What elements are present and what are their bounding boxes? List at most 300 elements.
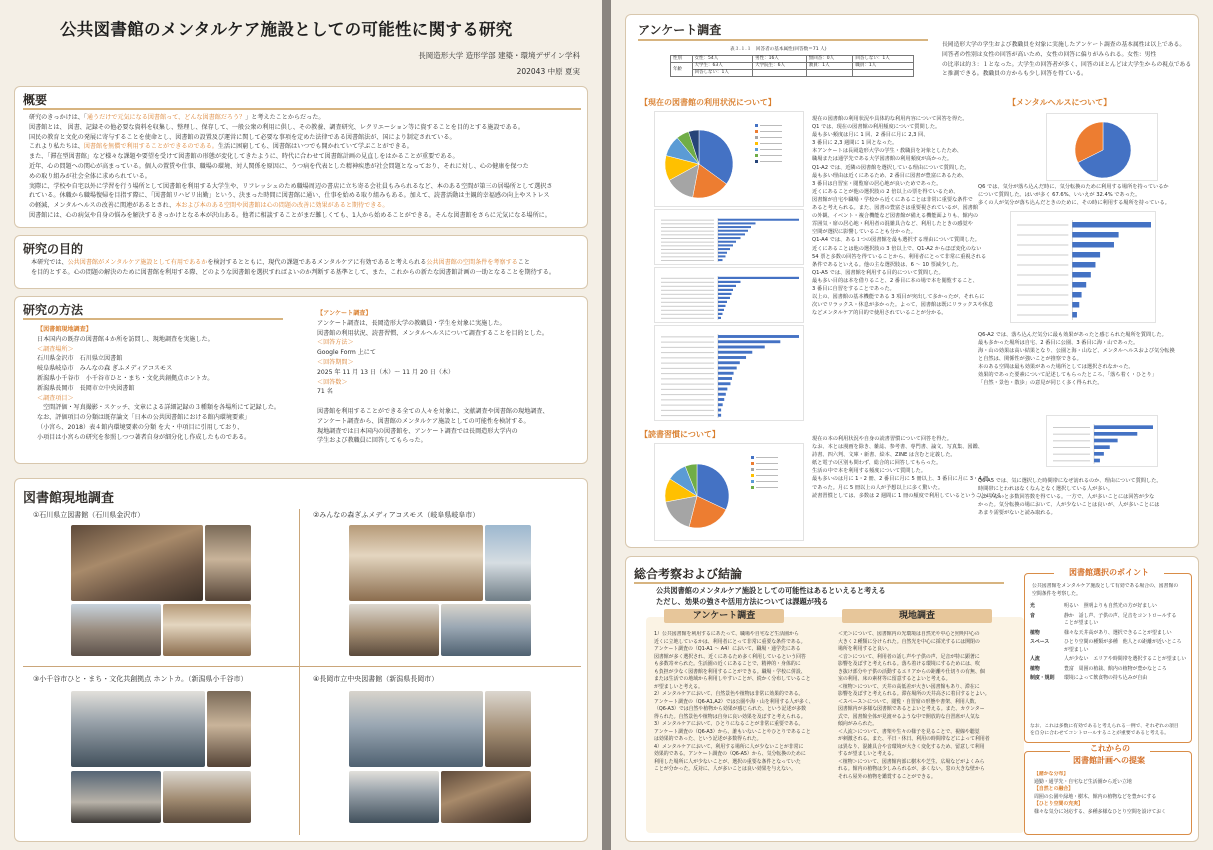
bar [718,409,721,412]
purpose-segment: こと [517,259,530,266]
table-rowlabel: 年齢 [671,63,693,77]
legend-swatch [751,462,754,465]
survey-summary-heading: アンケート調査 [664,609,784,623]
purpose-segment: 公共図書館の空間条件を考察する [426,259,518,266]
bar [718,335,799,338]
method-site-text [37,325,307,443]
mental-line: と自然は、関係性が強いことが推察できる。 [978,356,1082,362]
bar [718,244,733,246]
points-row [1030,630,1190,638]
survey-summary-line: も多数寄せられた。生活圏の近くにあることで、精神的・身体的に [654,661,801,667]
points-heading: 図書館選択のポイント [1054,567,1164,578]
mental-line: かった。気分転換の場において、人が少ないことは良いが、人が多いことには [978,502,1160,508]
survey-summary-line: アンケート調査の（Q6-A3）から、誰もいないことやひとりであること [654,728,811,735]
bar [718,340,780,343]
bar [718,277,799,279]
site-label-nagaoka: ④長岡市立中央図書館（新潟県長岡市） [313,675,439,683]
purpose-section [14,235,588,289]
table-cell [806,70,853,77]
legend-line [760,137,782,138]
method-site-line: 空間評価・写真撮影・スケッチ、文章による詳細記録の３種類を各場所にて記録した。 [37,404,281,412]
mental-line: 「自然・景色・散歩」の意見が同じく多く得られた。 [978,380,1103,386]
label-placeholder [661,373,714,374]
conclusion-section [625,556,1199,842]
intro-line: 回答者の性別は女性の回答が高いため、女性の回答に偏りがみられる。女性：男性 [942,51,1157,58]
label-placeholder [661,238,714,239]
mental-text-q6a2 [978,331,1192,387]
overview-line [29,191,581,201]
points-row [1030,603,1190,611]
overview-line [29,162,581,172]
points-intro [1032,583,1188,598]
bar [1072,272,1091,278]
points-key: 人流 [1030,656,1040,662]
table-cell: 女性：54人 [692,56,753,63]
photo-gifu-1 [349,525,483,601]
bar [718,297,730,299]
bar [1072,292,1081,298]
bar [718,259,723,261]
site-summary-line: ＜光＞について、図書館内の光環境は自然光や中心と照明中心の [838,631,980,637]
label-placeholder [661,298,714,299]
overview-segment: 実際に、学校や自宅以外に学習を行う場所として図書館を利用する大学生や、リフレッシュのため職場周辺の書店に立ち寄る会社員もみられるなど、本のある空間が第三の居場所として選択さ [29,182,553,190]
label-placeholder [661,286,714,287]
proposal-heading-1: これからの [1070,743,1150,754]
mental-line: Q6-A5 では、気に選択した時間帯になぜ訪れるのか、理由について質問した。 [978,478,1162,484]
bar [718,398,724,401]
bar [1094,439,1118,443]
usage-line: の外観、イベント・複合機能など図書館が備える機能面よりも、館内の [812,213,979,220]
usage-text [812,115,1010,317]
photo-nagaoka-1 [349,691,483,767]
label-placeholder [661,384,714,385]
overview-text [29,113,581,221]
conclusion-lead-1: 公共図書館のメンタルケア施設としての可能性はあるといえると考える [656,586,886,595]
label-placeholder [1017,225,1068,226]
label-placeholder [661,256,714,257]
site-summary-line: 大きく２種類に分けられた。自然光を中心に採光するには開閉の [838,638,980,645]
label-placeholder [661,249,714,250]
legend-swatch [755,124,758,127]
site-label-ishikawa: ①石川県立図書館（石川県金沢市） [33,511,145,519]
poster-title: 公共図書館のメンタルケア施設としての可能性に関する研究 [60,20,513,39]
label-placeholder [661,282,714,283]
points-key: 制度・規則 [1030,675,1055,681]
bar [718,293,732,295]
method-site-line: （小宮ら、2018）表４館内環境要素の分類 を大・中項目に引用しており、 [37,423,244,431]
mental-text-q6 [978,183,1192,207]
photo-gifu-2 [485,525,531,601]
overview-line [29,182,581,192]
table-cell: 男性：16人 [753,56,807,63]
attribute-table [670,55,914,77]
legend-line [756,481,778,482]
points-value [1064,613,1190,628]
photo-nagaoka-2 [485,691,531,767]
points-value [1064,630,1190,638]
bar [1072,312,1077,318]
survey-summary-line: アンケート調査の（Q1-A1 ～ A4）において、職場・通学先にある [654,646,801,652]
mental-text-q6a5 [978,477,1192,517]
bar-chart-q6a2 [1010,211,1156,323]
intro-line: の比率は約３：１となった。大学生の回答者が多く、回答のほとんどは大学生からの視点である [942,61,1192,68]
site-survey-heading: 図書館現地調査 [23,491,115,506]
reading-line: 生活の中で本を利用する頻度について質問した。 [812,468,927,475]
label-placeholder [1017,245,1068,246]
site-summary-line: それら屋外の植物を鑑賞することができる。 [838,773,936,780]
method-site-line: ＜調査項目＞ [37,394,74,402]
legend-swatch [751,456,754,459]
points-key: 植物 [1030,665,1040,672]
poster-page-right [611,0,1213,850]
heading-underline [23,318,283,320]
label-placeholder [661,253,714,254]
photo-ishikawa-2 [205,525,251,601]
overview-segment: 研究のきっかけは、「 [29,114,87,121]
points-note-line: なお、これは多数に有効であると考えられる一例で、それぞれの項目 [1030,724,1179,729]
bar [1072,282,1086,288]
survey-summary-line: も負担が少なく図書館を利用することができる。職場・学校に併設、 [654,668,806,675]
bar [718,305,726,307]
overview-segment: 生活に困窮しても、図書館はいつでも開かれていて学ぶことができる。 [217,143,413,151]
points-note-line: を自分に合わせてコントロールすることが重要であると考える。 [1030,731,1170,737]
photo-gifu-3 [349,604,439,656]
bar [718,361,740,364]
bar [1072,252,1100,258]
label-placeholder [661,410,714,411]
legend-line [756,487,778,488]
usage-line: 近くにあることは他の選択肢の 3 倍以上で、Q1-A2 からほぼ変化のない [812,245,982,252]
method-survey-line: Google Form 上にて [317,349,376,357]
legend-swatch [755,136,758,139]
points-key: 光 [1030,603,1035,609]
bar [718,393,726,396]
bar [718,281,741,283]
bar [718,248,730,250]
subheading-mental: 【メンタルヘルスについて】 [1008,98,1112,107]
subheading-reading: 【読書習慣について】 [640,430,720,439]
usage-line: 空間が選択に影響していることも分かった。 [812,229,916,236]
purpose-segment: 本研究では、 [31,259,68,266]
usage-line: Q1 では、現在の図書館の利用頻度について質問した。 [812,124,941,131]
bar [1072,232,1118,238]
site-summary-line: が刺激される。また、平日・休日、利用の時間帯などによって利用者 [838,736,990,742]
photo-ojiya-3 [71,771,161,823]
usage-line: 現在の図書館の利用状況や具体的な利用内容について回答を得た。 [812,116,968,122]
survey-summary-line: 1）公共図書館を利用するにあたって、職場や自宅など生活圏から [654,631,799,637]
table-cell: 性別 [671,56,693,63]
points-intro-line: 公共図書館をメンタルケア施設として有効である場合の、図書館の [1032,583,1179,589]
overview-segment: これより私たちは、 [29,143,84,151]
label-placeholder [661,389,714,390]
label-placeholder [1053,434,1090,435]
points-value [1064,666,1190,674]
bar [718,403,723,406]
bar [718,377,732,380]
bar [718,289,733,291]
legend-swatch [755,154,758,157]
usage-line: Q1-A5 では、図書館を利用する目的について質問した。 [812,269,944,276]
purpose-segment: 公共図書館がメンタルケア施設として有用であるか [67,259,208,266]
usage-line: 3 番目は自習室・閲覧席の居心地が良いためであった。 [812,180,942,187]
label-placeholder [1017,305,1068,306]
site-summary-line: は異なり、混雑具合や音環境が大きく変化するため、留意して利用 [838,743,985,750]
overview-segment: 近年、心の問題への関心が高まっている。個人の置賃や仕事、職場の環境、対人関係を原因に、うつ病を代表とした精神疾患が社会問題となっており、それに対し、心の健康を保つた [29,162,529,170]
bar-chart-q1a5 [654,325,804,421]
overview-segment: 本および本のある空間や図書館は心の問題の改善に効果があると期待できる。 [175,202,389,210]
label-placeholder [661,378,714,379]
reading-line: 現在の本の利用状況や自身の読書習慣について回答を得た。 [812,436,952,442]
purpose-segment: を目的とする。心の問題の解決のために図書館を利用する際、どのような図書館を選択すればよいのか判断する基準として、また、これからの新たな図書館計画の一助となることを期待する。 [31,268,555,276]
table-cell: 職員：1人 [853,63,914,70]
label-placeholder [661,245,714,246]
bar-chart-q1a4 [654,267,804,323]
heading-underline [23,108,581,110]
method-survey-line: 71 名 [317,388,333,396]
survey-summary-line: 得られた。自然景色や植物は自身に良い効果を及ぼすと考えられる。 [654,713,806,720]
reading-line: であった。月に 5 冊以上の人が予想以上に多く驚いた。 [812,484,944,491]
bar [1072,262,1095,268]
overview-line [29,133,581,143]
site-summary-line: 式で、図書館全体が見渡せるような中で開放的な自習席が人気な [838,713,980,720]
method-survey-line: 学生および教職員に回答してもらった。 [317,437,427,445]
label-placeholder [661,347,714,348]
site-summary-line: するが望ましいと考える。 [838,751,897,757]
points-value-line: ひとり空間の種類が多種 他人との距離が近いところ [1064,639,1182,645]
conclusion-lead-2: ただし、効果の強さや活用方法については課題が残る [656,597,829,606]
bar [1094,425,1153,429]
usage-line: 最も多い頻度は月に 1 回、2 番目に月に 2,3 回、 [812,132,929,139]
proposal-heading-2: 図書館計画への提案 [1050,755,1168,766]
overview-line [29,211,581,221]
survey-summary-line: 近くに立地しているかは、利用者にとって非常に重要な条件である。 [654,638,806,645]
mental-line: 人が少ないと多数回答数を得ている。一方で、人が多いことには回答が少な [978,494,1155,500]
bar [718,241,736,243]
legend-swatch [755,142,758,145]
reading-line: 紙と電子の区別も問わず、総合的に回答してもらった。 [812,460,942,467]
survey-summary-line: 4）メンタルケアにおいて、利用する場所に人が少ないことが非常に [654,743,804,750]
label-placeholder [661,318,714,319]
label-placeholder [661,405,714,406]
method-survey-line: 図書館を利用することができる全ての人々を対象に、文献調査や図書館の現地調査、 [317,407,549,415]
table-row [671,56,914,63]
method-site-line: 小項目は小宮らの研究を参照しつつ著者自身が細分化し作成したものである。 [37,433,251,441]
bar [718,252,727,254]
label-placeholder [661,306,714,307]
usage-line: 最も多い目的は本を借りること、2 番目に本の場で本を閲覧すること、 [812,277,978,284]
proposal-line: 通勤・通学先・自宅など生活圏から近い立地 [1034,778,1132,785]
legend-swatch [751,474,754,477]
legend-swatch [755,160,758,163]
overview-segment: れている。休職から職場復帰を目指す際に、「図書館リハビリ出勤」という、決まった時間に図書館に通い、仕事を始める取り組みもある。加えて、読書活動は主観的幸福感の向上やストレス [29,192,550,200]
photo-ishikawa-1 [71,525,203,601]
label-placeholder [1017,285,1068,286]
site-summary-line: 室の利用、床の素材等に留意するとよいと考える。 [838,676,951,682]
survey-summary-line: または生活での地域から利用しやすいことが、続かく分布していること [654,676,811,682]
method-site-line: 岐阜県岐阜市 みんなの森 ぎふメディアコスモス [37,365,173,373]
site-summary-line: ＜人流＞について、書架や生々の様子を見ることで、視線や聴覚 [838,728,980,735]
overview-line [29,123,581,133]
label-placeholder [661,394,714,395]
usage-line: 雰囲気・席の居心地・利用者の混雑具合など、利用したときの感覚や [812,221,973,228]
method-survey-line: アンケート調査から、図書館のメンタルケア施設としての可能性を検討する。 [317,417,530,425]
photo-gifu-4 [441,604,531,656]
survey-section [625,14,1199,548]
points-value [1064,675,1190,683]
label-placeholder [661,223,714,224]
table-cell: 回答しない：1人 [853,56,914,63]
purpose-segment: を検討するとともに、現代の課題であるメンタルケアに有効であると考えられる [207,259,427,266]
usage-line: あると考えられる。また、図書の豊富さは重要視されているが、図書館 [812,205,979,212]
points-value-line: 明るい 照明よりも自然光の方が好ましい [1064,603,1157,609]
bar [718,230,748,232]
usage-line: 図書館が自宅や職場・学校から近くにあることは非常に重要な条件で [812,196,973,203]
method-survey-line: ＜回答方法＞ [317,339,354,347]
photo-ojiya-1 [71,691,205,767]
proposal-line: 【ひとり空間の充実】 [1034,801,1083,808]
method-site-line: 日本国内の既存の図書館４か所を訪問し、現地調査を実施した。 [37,335,214,343]
label-placeholder [661,227,714,228]
points-intro-line: 空間条件を考察した。 [1032,590,1081,597]
method-section [14,296,588,464]
mental-line: 本のある空間は最も効果があった場所としては選択されなかった。 [978,364,1134,370]
bar [718,301,727,303]
bar [1094,459,1100,463]
legend-swatch [755,148,758,151]
points-value-line: 人が少ない エリアや時間帯を選択することが望ましい [1064,656,1187,662]
bar [718,255,726,257]
label-placeholder [1017,295,1068,296]
mental-line: Q6-A2 では、落ち込んだ気分に最も効果があったと感じられた場所を質問した。 [978,332,1167,338]
label-placeholder [1053,460,1090,461]
label-placeholder [1017,235,1068,236]
usage-pie-chart [654,111,804,207]
table-cell: 大学院生：6人 [753,63,807,70]
site-summary-line: き抜け部分や子供の活動するエリアからの距離や仕切りの有無、個 [838,668,985,675]
bar-chart-q6a5 [1046,415,1158,467]
overview-segment: 図書館とは、 図書、記録その他必要な資料を収集し、整理し、保存して、一般公衆の利用に供し、その教養、調査研究、レクリエーション等に資することを目的とする施設である。 [29,123,524,131]
bar [718,351,752,354]
heading-underline [638,39,928,41]
intro-line: 長岡造形大学の学生および教職員を対象に実施したアンケート調査の基本属性は以上である。 [942,42,1186,48]
proposal-line: 【諸かな分布】 [1034,771,1069,777]
label-placeholder [661,234,714,235]
survey-summary-line: 2）メンタルケアにおいて、自然景色や植物は非常に効果的である。 [654,691,804,697]
reading-text [812,435,1010,500]
survey-summary-line: ことが分かった。反対に、人が多いことは良い効果を与えない。 [654,766,796,772]
mental-line: について質問した。はいが多く 67.6%、いいえが 32.4% であった。 [978,192,1141,198]
overview-line [29,142,581,152]
legend-line [760,143,782,144]
points-value-line: 環境によって飲食物の持ち込みが自由 [1064,675,1148,681]
legend-swatch [751,486,754,489]
label-placeholder [661,290,714,291]
site-summary-line: ＜音＞について、利用者の話し声や子供の声、足音が特に顕著に [838,653,980,660]
bar [718,317,721,319]
purpose-heading: 研究の目的 [23,242,84,256]
bar [1094,445,1110,449]
usage-line: 3 番目に 2,3 週間に 1 回となった。 [812,140,898,147]
legend-line [760,125,782,126]
overview-segment: 図書館には、心の病気や自身の悩みを解決するきっかけとなる本が沢山ある。他者に相談することがまだ難しくても、1人から始めることができる。そんな図書館をさらに元気になる場所に。 [29,211,551,219]
overview-line [29,201,581,211]
label-placeholder [661,415,714,416]
label-placeholder [1017,275,1068,276]
legend-swatch [755,130,758,133]
method-heading: 研究の方法 [23,303,84,317]
bar [718,372,734,375]
label-placeholder [661,294,714,295]
bar [718,382,730,385]
label-placeholder [1053,454,1090,455]
points-row [1030,613,1190,628]
points-row [1030,675,1190,683]
affiliation: 長岡造形大学 造形学部 建築・環境デザイン学科 [418,51,580,60]
method-survey-line: アンケート調査は、長岡造形大学の教職員・学生を対象に実施した。 [317,319,506,327]
overview-segment: 通うだけで元気になる図書館って、どんな図書館だろう？ [86,114,246,121]
bar [718,414,721,417]
legend-line [760,155,782,156]
bar [1094,452,1104,456]
bar [718,285,736,287]
site-survey-section [14,478,588,842]
survey-intro [942,41,1192,80]
table-cell [853,70,914,77]
site-summary-line: れる。館内の植物は少しみられるが、多くない。窓の大きな壁から [838,766,985,772]
label-placeholder [1053,440,1090,441]
bar [718,388,727,391]
method-site-line: 【図書館現地調査】 [37,326,92,333]
overview-section [14,86,588,228]
usage-line: 条件であるといえる。他の主な選択肢は、6 ～ 10 票減少した。 [812,261,962,268]
label-placeholder [661,399,714,400]
label-placeholder [661,352,714,353]
label-placeholder [661,357,714,358]
bar [718,222,756,224]
photo-ishikawa-4 [163,604,251,656]
legend-line [756,475,778,476]
survey-summary-line: は効果的であった、という記述が多数得られた。 [654,736,762,742]
label-placeholder [661,310,714,311]
site-summary-line: 影響を及ぼすと考えられる。滞在場所の天井高さに着目するとよい。 [838,691,990,697]
bar [718,237,741,239]
survey-summary-line: が望ましいと考える。 [654,683,703,690]
mental-pie-chart [1046,113,1158,181]
purpose-text [31,258,583,278]
table-cell [753,70,807,77]
photo-ojiya-4 [163,771,251,823]
label-placeholder [661,231,714,232]
heading-underline [634,582,1004,584]
overview-line [29,113,581,123]
survey-summary-line: （Q6-A3）では自然や植物から効果が感じられた、という記述が多数 [654,706,807,712]
bar [1072,222,1151,228]
method-site-line: なお、評価項目の分類は既存論文「日本の公共図書館における館内環境要素」 [37,414,251,422]
label-placeholder [1017,265,1068,266]
bar [718,313,723,315]
purpose-line [31,268,583,278]
reading-line: 読書習慣としては、多数は 2 週間に 1 冊の頻度で利用しているということになる。 [812,492,1007,499]
usage-line: 54 票と多数の回答を得ていることから、利用者にとって非常に重視される [812,253,987,260]
method-site-line: ＜調査場所＞ [37,345,74,353]
site-summary-line: 図書館内が多様な図書館であるとよいと考える。また、カウンター [838,706,985,712]
site-summary-line: ＜植物＞について、天井の高低差が大きい図書館もあり、滞在に [838,683,980,690]
overview-segment: めの取り組みが社会全体に求められている。 [29,172,151,180]
site-summary-line: 場所を利用すると良い。 [838,646,892,652]
bar [718,356,746,359]
reading-line: なお、本とは漫画を除き、雑誌、参考書、専門書、論文、写真集、図鑑、 [812,444,983,451]
method-site-line: 新潟県長岡市 長岡市立中央図書館 [37,384,135,392]
